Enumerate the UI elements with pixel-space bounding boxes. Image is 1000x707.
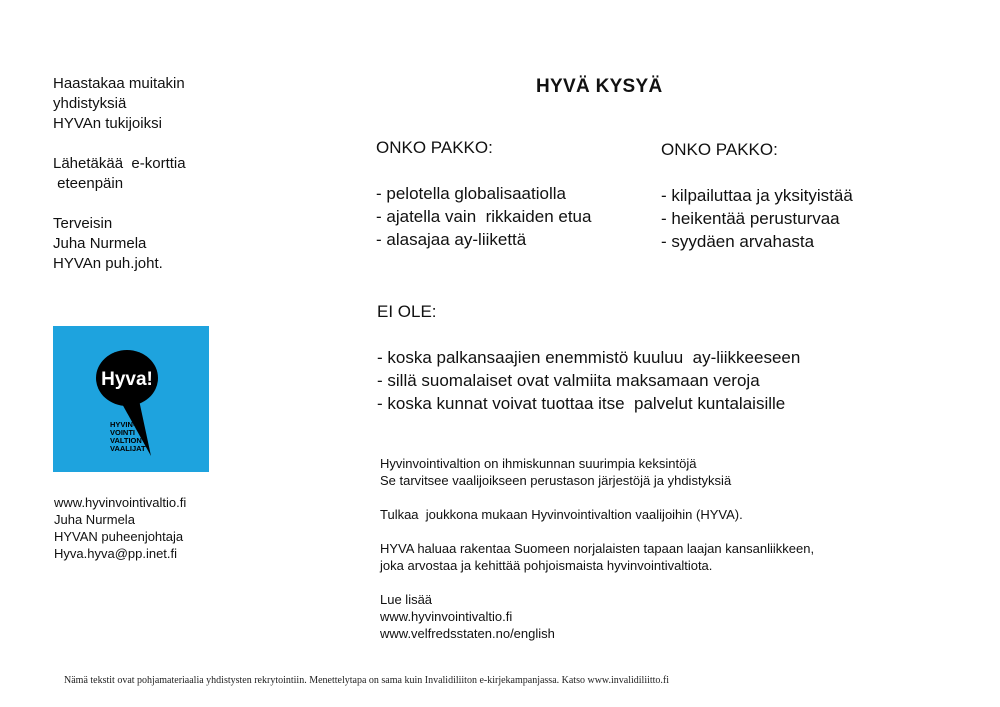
spacer [377,323,800,346]
list-item: - koska palkansaajien enemmistö kuuluu ay-liikkeeseen [377,348,801,367]
list-item: - sillä suomalaiset ovat valmiita maksamaan veroja [377,371,760,390]
spacer [380,489,814,506]
info-line: Tulkaa joukkona mukaan Hyvinvointivaltion vaalijoihin (HYVA). [380,507,743,522]
footer-note: Nämä tekstit ovat pohjamateriaalia yhdistysten rekrytointiin. Menettelytapa on sama kuin Invalidiliiton e-kirjekampanjassa. Katso www.invalidiliitto.fi [64,675,670,686]
logo-bubble-text: Hyva! [101,369,153,390]
logo-caption-line: HYVIN- [110,420,136,429]
intro-line: Terveisin [53,215,113,232]
info-line: HYVA haluaa rakentaa Suomeen norjalaisten tapaan laajan kansanliikkeen, [380,541,815,556]
list-item: - heikentää perusturvaa [661,209,840,228]
logo-caption-line: VALTION [110,436,142,445]
intro-line: Juha Nurmela [53,235,147,252]
logo-caption-line: VAALIJAT [110,444,146,453]
info-line: Se tarvitsee vaalijoikseen perustason järjestöjä ja yhdistyksiä [380,473,732,488]
hyva-logo [53,326,209,472]
list-item: - kilpailuttaa ja yksityistää [661,186,853,205]
list-item: - koska kunnat voivat tuottaa itse palvelut kuntalaisille [377,394,786,413]
spacer [53,134,186,154]
spacer [380,574,814,591]
info-line: Hyvinvointivaltion on ihmiskunnan suurimpia keksintöjä [380,456,697,471]
intro-line: HYVAn puh.joht. [53,255,163,272]
list-item: - alasajaa ay-liikettä [376,230,527,249]
contact-role: HYVAN puheenjohtaja [54,529,184,544]
intro-line: Haastakaa muitakin [53,75,185,92]
info-text [380,455,814,642]
page-title: HYVÄ KYSYÄ [536,76,663,97]
intro-line: Lähetäkää e-korttia [53,155,186,172]
logo-caption-line: VOINTI [110,428,136,437]
info-link[interactable]: www.hyvinvointivaltio.fi [380,609,513,624]
list-item: - syydäen arvahasta [661,232,815,251]
contact-email: Hyva.hyva@pp.inet.fi [54,546,178,561]
intro-line: yhdistyksiä [53,95,127,112]
spacer [380,523,814,540]
spacer [376,159,591,182]
question-column-2 [661,138,853,253]
list-item: - ajatella vain rikkaiden etua [376,207,592,226]
contact-website: www.hyvinvointivaltio.fi [54,495,187,510]
left-intro-text [53,74,186,274]
column-heading: ONKO PAKKO: [661,140,778,159]
intro-line: eteenpäin [53,175,124,192]
info-line: Lue lisää [380,592,433,607]
column-heading: ONKO PAKKO: [376,138,493,157]
info-link[interactable]: www.velfredsstaten.no/english [380,626,555,641]
spacer [53,194,186,214]
intro-line: HYVAn tukijoiksi [53,115,162,132]
speech-bubble-icon [53,326,209,472]
info-line: joka arvostaa ja kehittää pohjoismaista hyvinvointivaltiota. [380,558,713,573]
contact-name: Juha Nurmela [54,512,135,527]
list-item: - pelotella globalisaatiolla [376,184,566,203]
question-column-1 [376,136,591,251]
contact-info [54,494,186,562]
section-heading: EI OLE: [377,302,437,321]
spacer [661,161,853,184]
ei-ole-section [377,300,800,415]
